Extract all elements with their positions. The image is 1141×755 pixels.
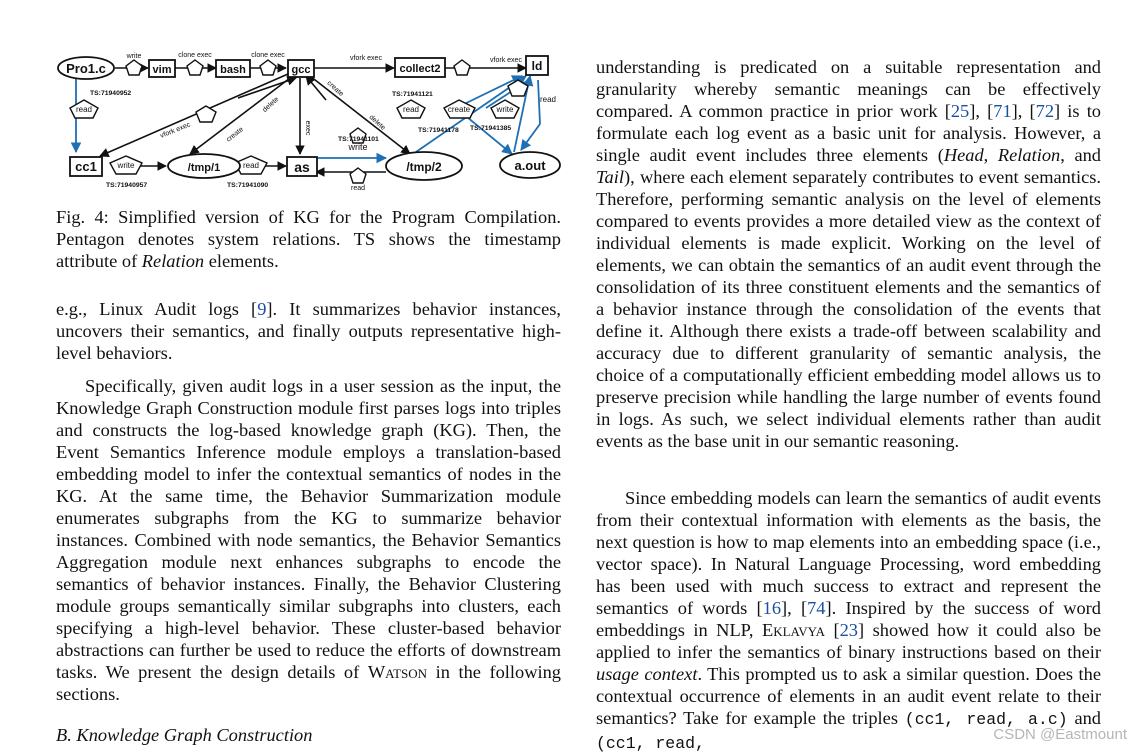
edge-label-vfork-exec-2: vfork exec [490, 57, 522, 64]
timestamp-7: TS:71941385 [470, 125, 512, 132]
edge-label-clone-exec-1: clone exec [178, 52, 212, 59]
node-tmp1: /tmp/1 [187, 162, 221, 174]
edge-label-exec: exec [304, 120, 311, 136]
edge-label-write-3: write [348, 142, 368, 152]
edge-label-write-4: write [496, 105, 514, 114]
citation-23[interactable]: 23 [839, 620, 858, 640]
timestamp-2: TS:71940957 [106, 182, 148, 189]
node-aout: a.out [514, 158, 546, 173]
node-gcc: gcc [291, 64, 311, 76]
edge-label-vfork-exec-3: vfork exec [159, 121, 192, 140]
node-collect2: collect2 [399, 63, 441, 75]
right-paragraph-2: Since embedding models can learn the semantics of audit events from their contextual information with elements as the basis, the next question is how to map elements into an embedding space (i.e., vector space). In Natural Language Processing, word embedding has been used with much success to extract and represent the semantics of words [16], [74]. Inspired by the success of word embeddings in NLP, Eklavya [23] showed how it could also be applied to infer the semantics of binary instructions based on their usage context. This prompted us to ask a similar question. Does the contextual occurrence of elements in an audit event relate to their semantics? Take for example the triples (cc1, read, a.c) and (cc1, read, [596, 488, 1101, 753]
edge-label-create-3: create [447, 105, 471, 114]
citation-25[interactable]: 25 [950, 101, 970, 121]
node-tmp2: /tmp/2 [406, 160, 442, 174]
left-paragraph-1: e.g., Linux Audit logs [9]. It summarizes behavior instances, uncovers their semantics, and finally outputs representative high-level behaviors. [56, 299, 561, 363]
knowledge-graph-figure [56, 46, 561, 196]
edge-label-clone-exec-2: clone exec [251, 52, 285, 59]
section-heading: B. Knowledge Graph Construction [56, 725, 313, 745]
left-paragraph-2: Specifically, given audit logs in a user session as the input, the Knowledge Graph Construction module first parses logs into triples and constructs the log-based knowledge graph (KG). Then, the Event Semantics Inference module employs a translation-based embedding model to infer the contextual semantics of nodes in the KG. At the same time, the Behavior Summarization module enumerates subgraphs from the KG to summarize behavior instances. Combined with node semantics, the Behavior Semantics Aggregation module next enhances subgraphs to encode the semantics of behavior instances. Finally, the Behavior Clustering module groups semantically similar subgraphs into clusters, each specifying a high-level behavior. These cluster-based behavior abstractions can further be used to reduce the efforts of downstream tasks. We present the design details of Watson in the following sections. [56, 376, 561, 704]
node-cc1: cc1 [75, 159, 97, 174]
node-ld: ld [531, 59, 543, 73]
node-as: as [294, 159, 310, 175]
edge-label-vfork-exec-1: vfork exec [350, 55, 382, 62]
timestamp-3: TS:71941090 [227, 182, 269, 189]
timestamp-5: TS:71941121 [392, 91, 433, 98]
edge-label-read-1: read [75, 105, 93, 114]
edge-label-read-4: read [402, 105, 420, 114]
watermark: CSDN @Eastmount [993, 726, 1127, 743]
node-pro1c: Pro1.c [66, 61, 106, 76]
timestamp-1: TS:71940952 [90, 90, 132, 97]
figure-caption: Fig. 4: Simplified version of KG for the Program Compilation. Pentagon denotes system relations. TS shows the timestamp attribute of Relation elements. [56, 207, 561, 271]
edge-label-create-2: create [325, 79, 345, 98]
right-paragraph-1: understanding is predicated on a suitable representation and granularity whereby semantic meanings can be effectively compared. A common practice in prior work [25], [71], [72] is to formulate each log event as a basic unit for analysis. However, a single audit event includes three elements (Head, Relation, and Tail), where each element separately contributes to event semantics. Therefore, performing semantic analysis on the level of elements compared to events provides a more detailed view as the context of individual elements is made explicit. Working on the level of elements, we can obtain the semantics of an audit event through the consolidation of its three constituent elements and the semantics of a behavior instance through the consolidation of the events that define it. Although there exists a trade-off between scalability and accuracy due to different granularity of semantic analysis, the choice of a computationally efficient embedding model allows us to preserve precision while handling the large number of events found in logs. As such, we select individual elements rather than audit events as the base unit in our semantic reasoning. [596, 57, 1102, 451]
edge-label-read-5: read [539, 95, 557, 104]
edge-label-write-1: write [126, 53, 142, 60]
edge-label-write-2: write [117, 161, 135, 170]
edge-label-read-2: read [242, 161, 260, 170]
node-bash: bash [220, 64, 246, 76]
edge-label-delete-1: delete [261, 95, 281, 114]
citation-9[interactable]: 9 [257, 299, 267, 319]
citation-74[interactable]: 74 [807, 598, 826, 618]
edge-label-create-1: create [225, 126, 245, 144]
citation-72[interactable]: 72 [1035, 101, 1055, 121]
citation-16[interactable]: 16 [762, 598, 782, 618]
kg-diagram [56, 46, 561, 196]
timestamp-4: TS:71941101 [338, 136, 379, 143]
edge-label-read-3: read [350, 185, 366, 192]
timestamp-6: TS:71941178 [418, 127, 459, 134]
edge-label-delete-2: delete [367, 113, 387, 132]
citation-71[interactable]: 71 [993, 101, 1012, 121]
node-vim: vim [152, 64, 172, 76]
